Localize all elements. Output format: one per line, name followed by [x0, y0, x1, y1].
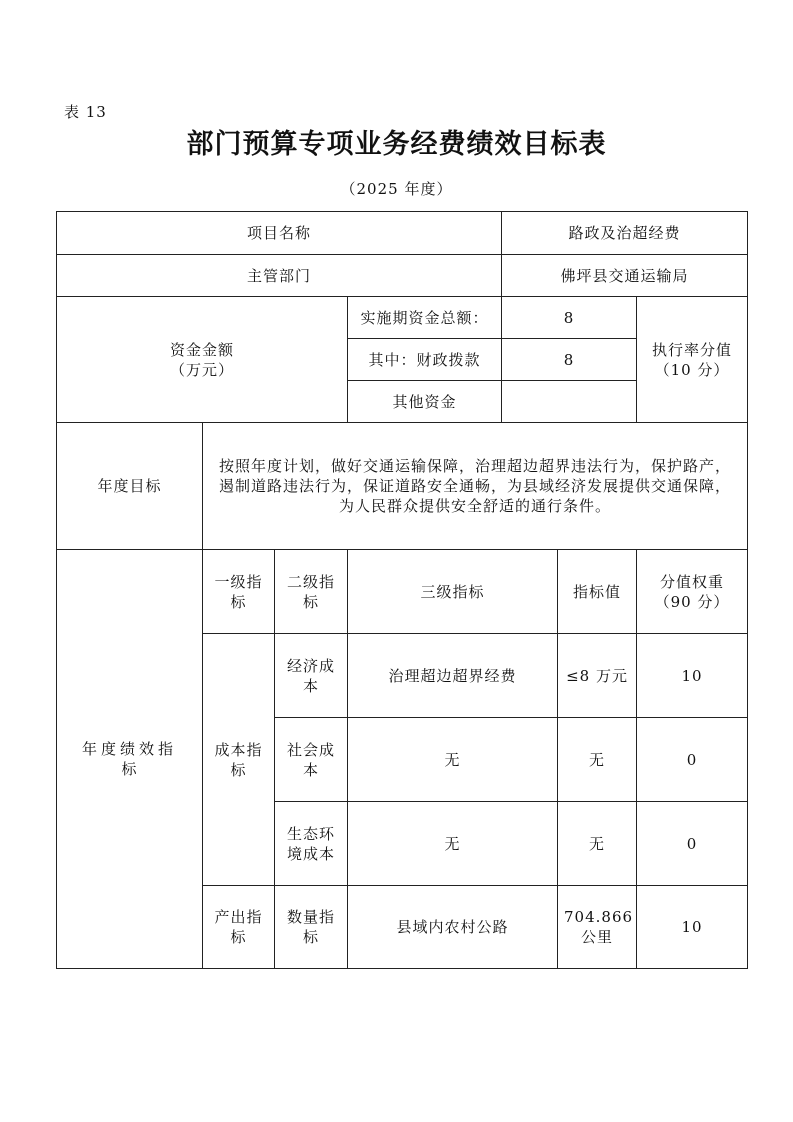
level3-indicator: 治理超边超界经费: [348, 634, 558, 718]
funds-unit-label: （万元）: [169, 360, 234, 379]
fiscal-funds-label: 其中：财政拨款: [348, 339, 502, 381]
table-row: [57, 212, 748, 255]
cell-line: 产出指: [214, 908, 263, 926]
exec-rate-cell: [637, 297, 748, 423]
project-name-label: 项目名称: [57, 212, 502, 255]
header-line: 二级指: [286, 572, 335, 591]
cell-line: 本: [302, 676, 319, 695]
table-row: [57, 550, 748, 634]
table-row: [57, 423, 748, 550]
header-line: （90 分）: [654, 592, 730, 611]
indicator-weight: 0: [637, 718, 748, 802]
cell-line: 成本指: [214, 740, 263, 759]
indicator-weight: 10: [637, 886, 748, 969]
project-name-value: 路政及治超经费: [502, 212, 748, 255]
page-title: 部门预算专项业务经费绩效目标表: [186, 129, 607, 160]
perf-label-line: 标: [121, 760, 138, 778]
other-funds-value: [502, 381, 637, 423]
annual-goal-line: 按照年度计划，做好交通运输保障，治理超边超界违法行为，保护路产，: [219, 457, 732, 475]
annual-goal-text: [203, 423, 748, 550]
table-row: [57, 297, 748, 339]
indicator-value: ≤8 万元: [558, 634, 637, 718]
cell-line: 数量指: [286, 908, 335, 926]
cell-line: 经济成: [286, 656, 335, 675]
table-number-label: 表 13: [64, 103, 107, 121]
indicator-weight: 0: [637, 802, 748, 886]
department-value: 佛坪县交通运输局: [502, 255, 748, 297]
level3-indicator: 无: [348, 802, 558, 886]
level2-indicator: [275, 886, 348, 969]
col-header-level2: [275, 550, 348, 634]
header-line: 标: [230, 592, 247, 611]
performance-target-table: [56, 211, 748, 969]
col-header-value: 指标值: [558, 550, 637, 634]
department-label: 主管部门: [57, 255, 502, 297]
cell-line: 标: [230, 928, 247, 946]
funds-amount-cell: [57, 297, 348, 423]
cell-line: 境成本: [286, 844, 335, 863]
fiscal-funds-value: 8: [502, 339, 637, 381]
perf-label-line: 年度绩效指: [81, 740, 177, 758]
level2-indicator: [275, 718, 348, 802]
other-funds-label: 其他资金: [348, 381, 502, 423]
level1-output-indicator: [203, 886, 275, 969]
cell-line: 标: [302, 928, 319, 946]
cell-line: 社会成: [286, 740, 335, 759]
table-row: [57, 255, 748, 297]
annual-performance-label: [57, 550, 203, 969]
cell-line: 生态环: [286, 824, 335, 843]
indicator-value: [558, 886, 637, 969]
total-funds-value: 8: [502, 297, 637, 339]
cell-line: 标: [230, 760, 247, 779]
level3-indicator: 无: [348, 718, 558, 802]
col-header-weight: [637, 550, 748, 634]
funds-amount-label: 资金金额: [169, 340, 234, 359]
cell-line: 704.866: [564, 908, 634, 926]
cell-line: 公里: [581, 928, 614, 946]
year-subtitle: （2025 年度）: [340, 180, 453, 198]
header-line: 分值权重: [660, 572, 725, 591]
header-line: 标: [302, 592, 319, 611]
level3-indicator: 县域内农村公路: [348, 886, 558, 969]
cell-line: 本: [302, 760, 319, 779]
level1-cost-indicator: [203, 634, 275, 886]
annual-goal-line: 遏制道路违法行为，保证道路安全通畅，为县域经济发展提供交通保障，: [219, 477, 732, 495]
col-header-level3: 三级指标: [348, 550, 558, 634]
total-funds-label: 实施期资金总额：: [348, 297, 502, 339]
exec-rate-label: 执行率分值: [652, 340, 733, 359]
level2-indicator: [275, 802, 348, 886]
indicator-value: 无: [558, 718, 637, 802]
exec-rate-score: （10 分）: [654, 360, 730, 379]
annual-goal-label: 年度目标: [57, 423, 203, 550]
col-header-level1: [203, 550, 275, 634]
header-line: 一级指: [214, 572, 263, 591]
level2-indicator: [275, 634, 348, 718]
annual-goal-line: 为人民群众提供安全舒适的通行条件。: [339, 497, 612, 515]
indicator-value: 无: [558, 802, 637, 886]
indicator-weight: 10: [637, 634, 748, 718]
